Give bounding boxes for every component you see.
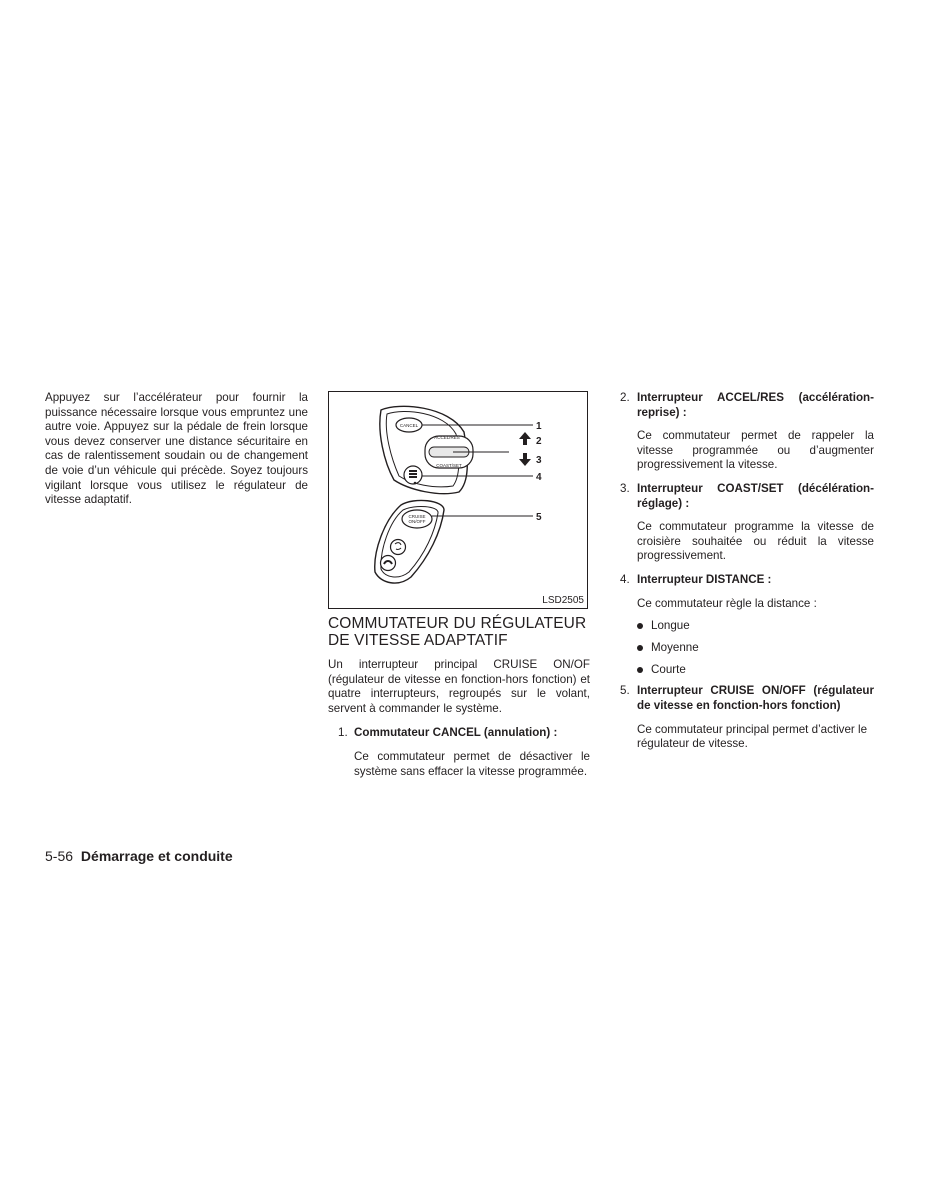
option-label: Longue: [651, 619, 690, 633]
item-body: Ce commutateur permet de désactiver le système sans effacer la vitesse programmée.: [354, 749, 590, 778]
distance-icon-bar1: [409, 470, 417, 472]
list-item-accel-res: [620, 391, 874, 420]
distance-icon-dot: [414, 482, 417, 485]
left-column: [45, 391, 308, 508]
option-label: Courte: [651, 662, 686, 676]
list-item: [637, 641, 874, 656]
section-heading-line2: DE VITESSE ADAPTATIF: [328, 632, 508, 649]
distance-options-list: [637, 619, 874, 677]
callout-1: 1: [536, 421, 542, 432]
item-title: Interrupteur CRUISE ON/OFF (régulateur de vitesse en fonction-hors fonction): [637, 684, 874, 713]
bullet-icon: [637, 667, 643, 673]
voice-button: [391, 540, 406, 555]
accel-res-label: ACCEL/RES: [434, 435, 460, 440]
list-item-distance: [620, 573, 874, 588]
steering-switch-figure: [328, 391, 588, 609]
item-title: Commutateur CANCEL (annulation) :: [354, 726, 558, 740]
page-footer: [45, 848, 233, 864]
phone-button: [381, 556, 396, 571]
arrow-up-icon: [519, 432, 531, 445]
steering-switch-illustration: [329, 392, 587, 608]
item-body: Ce commutateur programme la vitesse de croisière souhaitée ou réduit la vitesse progressivement.: [637, 520, 874, 563]
page-number: 5-56: [45, 848, 74, 864]
section-heading: [328, 615, 590, 649]
bullet-icon: [637, 623, 643, 629]
item-body: Ce commutateur permet de rappeler la vitesse programmée ou d’augmenter progressivement la vitesse.: [637, 429, 874, 472]
item-title: Interrupteur COAST/SET (décélération-réglage) :: [637, 481, 874, 510]
item-title: Interrupteur DISTANCE :: [637, 572, 772, 586]
callout-2: 2: [536, 436, 542, 447]
section-heading-line1: COMMUTATEUR DU RÉGULATEUR: [328, 615, 587, 632]
list-item-cruise-on-off: [620, 684, 874, 713]
option-label: Moyenne: [651, 640, 699, 654]
list-item-cancel: [338, 726, 590, 741]
right-column: [620, 391, 874, 752]
section-intro: Un interrupteur principal CRUISE ON/OF (régulateur de vitesse en fonction-hors fonction) et quatre interrupteurs, regroupés sur le volant, servent à commander le système.: [328, 658, 590, 715]
middle-column: [328, 391, 590, 779]
item-number: 1.: [338, 726, 348, 740]
intro-paragraph: Appuyez sur l’accélérateur pour fournir la puissance nécessaire lorsque vous empruntez une autre voie. Appuyez sur la pédale de frein lorsque vous devez conserver une distance sécuritaire en cas de ralentissement soudain ou de changement de voie d’un véhicule qui précède. Soyez toujours vigilant lorsque vous utilisez le régulateur de vitesse adaptatif.: [45, 391, 308, 507]
item-number: 3.: [620, 481, 630, 495]
list-item: [637, 663, 874, 678]
footer-section-title: Démarrage et conduite: [80, 848, 233, 864]
coast-set-label: COAST/SET: [436, 463, 462, 468]
cruise-label-2: ON/OFF: [408, 519, 426, 524]
distance-icon-bar3: [409, 476, 417, 478]
list-item: [637, 619, 874, 634]
arrow-down-icon: [519, 453, 531, 466]
item-number: 2.: [620, 391, 630, 404]
item-body: Ce commutateur règle la distance :: [637, 596, 817, 610]
cruise-label-1: CRUISE: [408, 514, 426, 519]
callout-5: 5: [536, 512, 542, 523]
item-number: 4.: [620, 572, 630, 586]
cancel-label: CANCEL: [399, 423, 419, 428]
callout-4: 4: [536, 472, 542, 483]
item-body: Ce commutateur principal permet d’activer le régulateur de vitesse.: [637, 722, 868, 751]
bullet-icon: [637, 645, 643, 651]
list-item-coast-set: [620, 482, 874, 511]
callout-3: 3: [536, 455, 542, 466]
item-title: Interrupteur ACCEL/RES (accélération-reprise) :: [637, 391, 874, 419]
distance-icon-bar2: [409, 473, 417, 475]
figure-code: LSD2505: [542, 595, 584, 606]
item-number: 5.: [620, 684, 630, 698]
